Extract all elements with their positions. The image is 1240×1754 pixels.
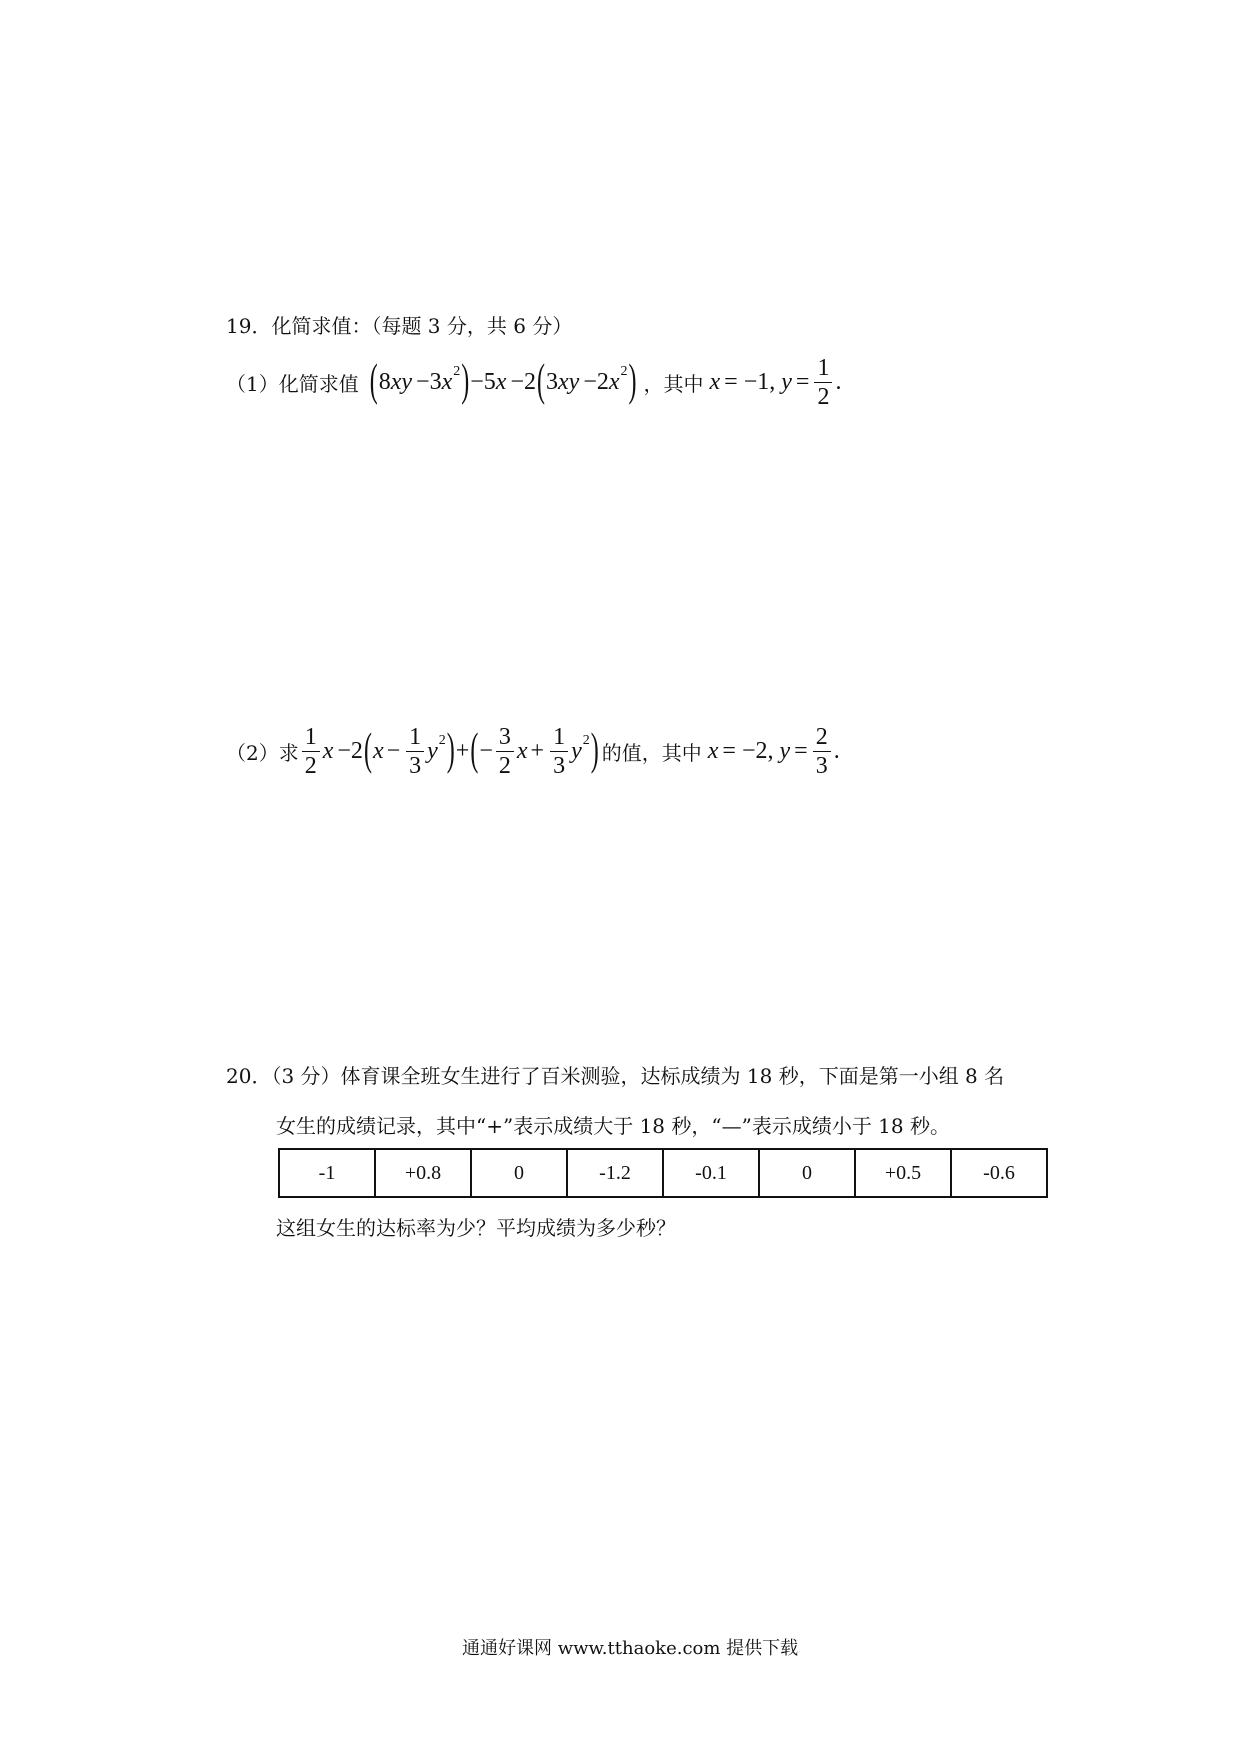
expr-exponent: 2	[582, 733, 590, 748]
expr-op: −	[479, 737, 493, 764]
q20-line2: 女生的成绩记录，其中“+”表示成绩大于 18 秒，“—”表示成绩小于 18 秒。	[276, 1114, 950, 1138]
table-cell: -0.6	[951, 1149, 1047, 1197]
table-cell: +0.5	[855, 1149, 951, 1197]
expr-term: −2	[510, 368, 536, 395]
table-cell: +0.8	[375, 1149, 471, 1197]
frac-den: 3	[553, 752, 566, 779]
q19-part1	[226, 352, 841, 412]
table-cell: 0	[759, 1149, 855, 1197]
q19-part2-expression: $\frac{1}{2}$ x −2 ( x − $\frac{1}{3}$ y 2 ) + ( − $\frac{3}{2}$ x + $\frac{1}{3}$ y 2 )	[299, 725, 600, 778]
expr-exponent: 2	[453, 364, 461, 379]
expr-var: xy	[558, 368, 580, 395]
q19-part2-mid: 的值，其中	[601, 740, 702, 765]
expr-op: +	[455, 737, 470, 764]
frac-den: 3	[409, 752, 422, 779]
q19-part2-condition: x = −2, y = $\frac{2}{3}$ .	[707, 723, 840, 779]
expr-var: x	[495, 368, 507, 395]
frac-den: 2	[817, 383, 830, 410]
q19-part1-prefix: （1）化简求值	[226, 371, 359, 396]
table-row	[279, 1149, 1047, 1197]
cond-end: .	[833, 737, 840, 764]
frac-den: 2	[498, 752, 511, 779]
q19-part2-prefix: （2）求	[226, 740, 299, 765]
frac-num: 1	[304, 723, 317, 750]
table-cell: -0.1	[663, 1149, 759, 1197]
q19-part1-mid: ，其中	[643, 371, 704, 396]
page-footer: 通通好课网 www.tthaoke.com 提供下载	[462, 1638, 799, 1659]
expr-term: −2	[337, 737, 363, 764]
frac-num: 1	[553, 723, 566, 750]
q19-title: 19．化简求值：（每题 3 分，共 6 分）	[226, 314, 573, 338]
q20-question: 这组女生的达标率为少？平均成绩为多少秒？	[276, 1216, 676, 1240]
cond-end: .	[835, 368, 842, 395]
frac-num: 1	[817, 354, 830, 381]
cond-x-value: = −2,	[722, 737, 774, 764]
q19-part1-condition: x = −1, y = $\frac{1}{2}$ .	[709, 354, 842, 410]
expr-term: −3	[416, 368, 442, 395]
cond-y-eq: =	[794, 737, 808, 764]
frac-num: 3	[498, 723, 511, 750]
expr-op: +	[530, 737, 545, 764]
q20-score-table	[278, 1148, 1048, 1198]
expr-term: 3	[546, 368, 558, 395]
q19-part2	[226, 718, 840, 784]
expr-var: xy	[390, 368, 413, 395]
expr-term: −2	[583, 368, 609, 395]
frac-num: 2	[815, 723, 828, 750]
expr-var: x	[441, 368, 453, 395]
expr-op: −	[386, 737, 401, 764]
cond-x-value: = −1,	[724, 368, 776, 395]
table-cell: -1.2	[567, 1149, 663, 1197]
cond-y-eq: =	[795, 368, 810, 395]
cond-y-fraction	[814, 356, 832, 409]
frac-num: 1	[409, 723, 422, 750]
frac-den: 3	[815, 752, 828, 779]
cond-y-fraction	[813, 725, 831, 778]
q20-line1: 20．（3 分）体育课全班女生进行了百米测验，达标成绩为 18 秒，下面是第一小组 8 名	[226, 1064, 1005, 1088]
expr-term: 8	[378, 368, 391, 395]
expr-var: x	[608, 368, 620, 395]
frac-den: 2	[304, 752, 317, 779]
q19-part1-expression: ( 8 xy −3 x 2 ) −5 x −2 ( 3 xy −2 x 2 )	[369, 356, 637, 406]
expr-exponent: 2	[438, 733, 446, 748]
expr-term: −5	[470, 368, 496, 395]
table-cell: -1	[279, 1149, 375, 1197]
table-cell: 0	[471, 1149, 567, 1197]
expr-exponent: 2	[620, 364, 628, 379]
